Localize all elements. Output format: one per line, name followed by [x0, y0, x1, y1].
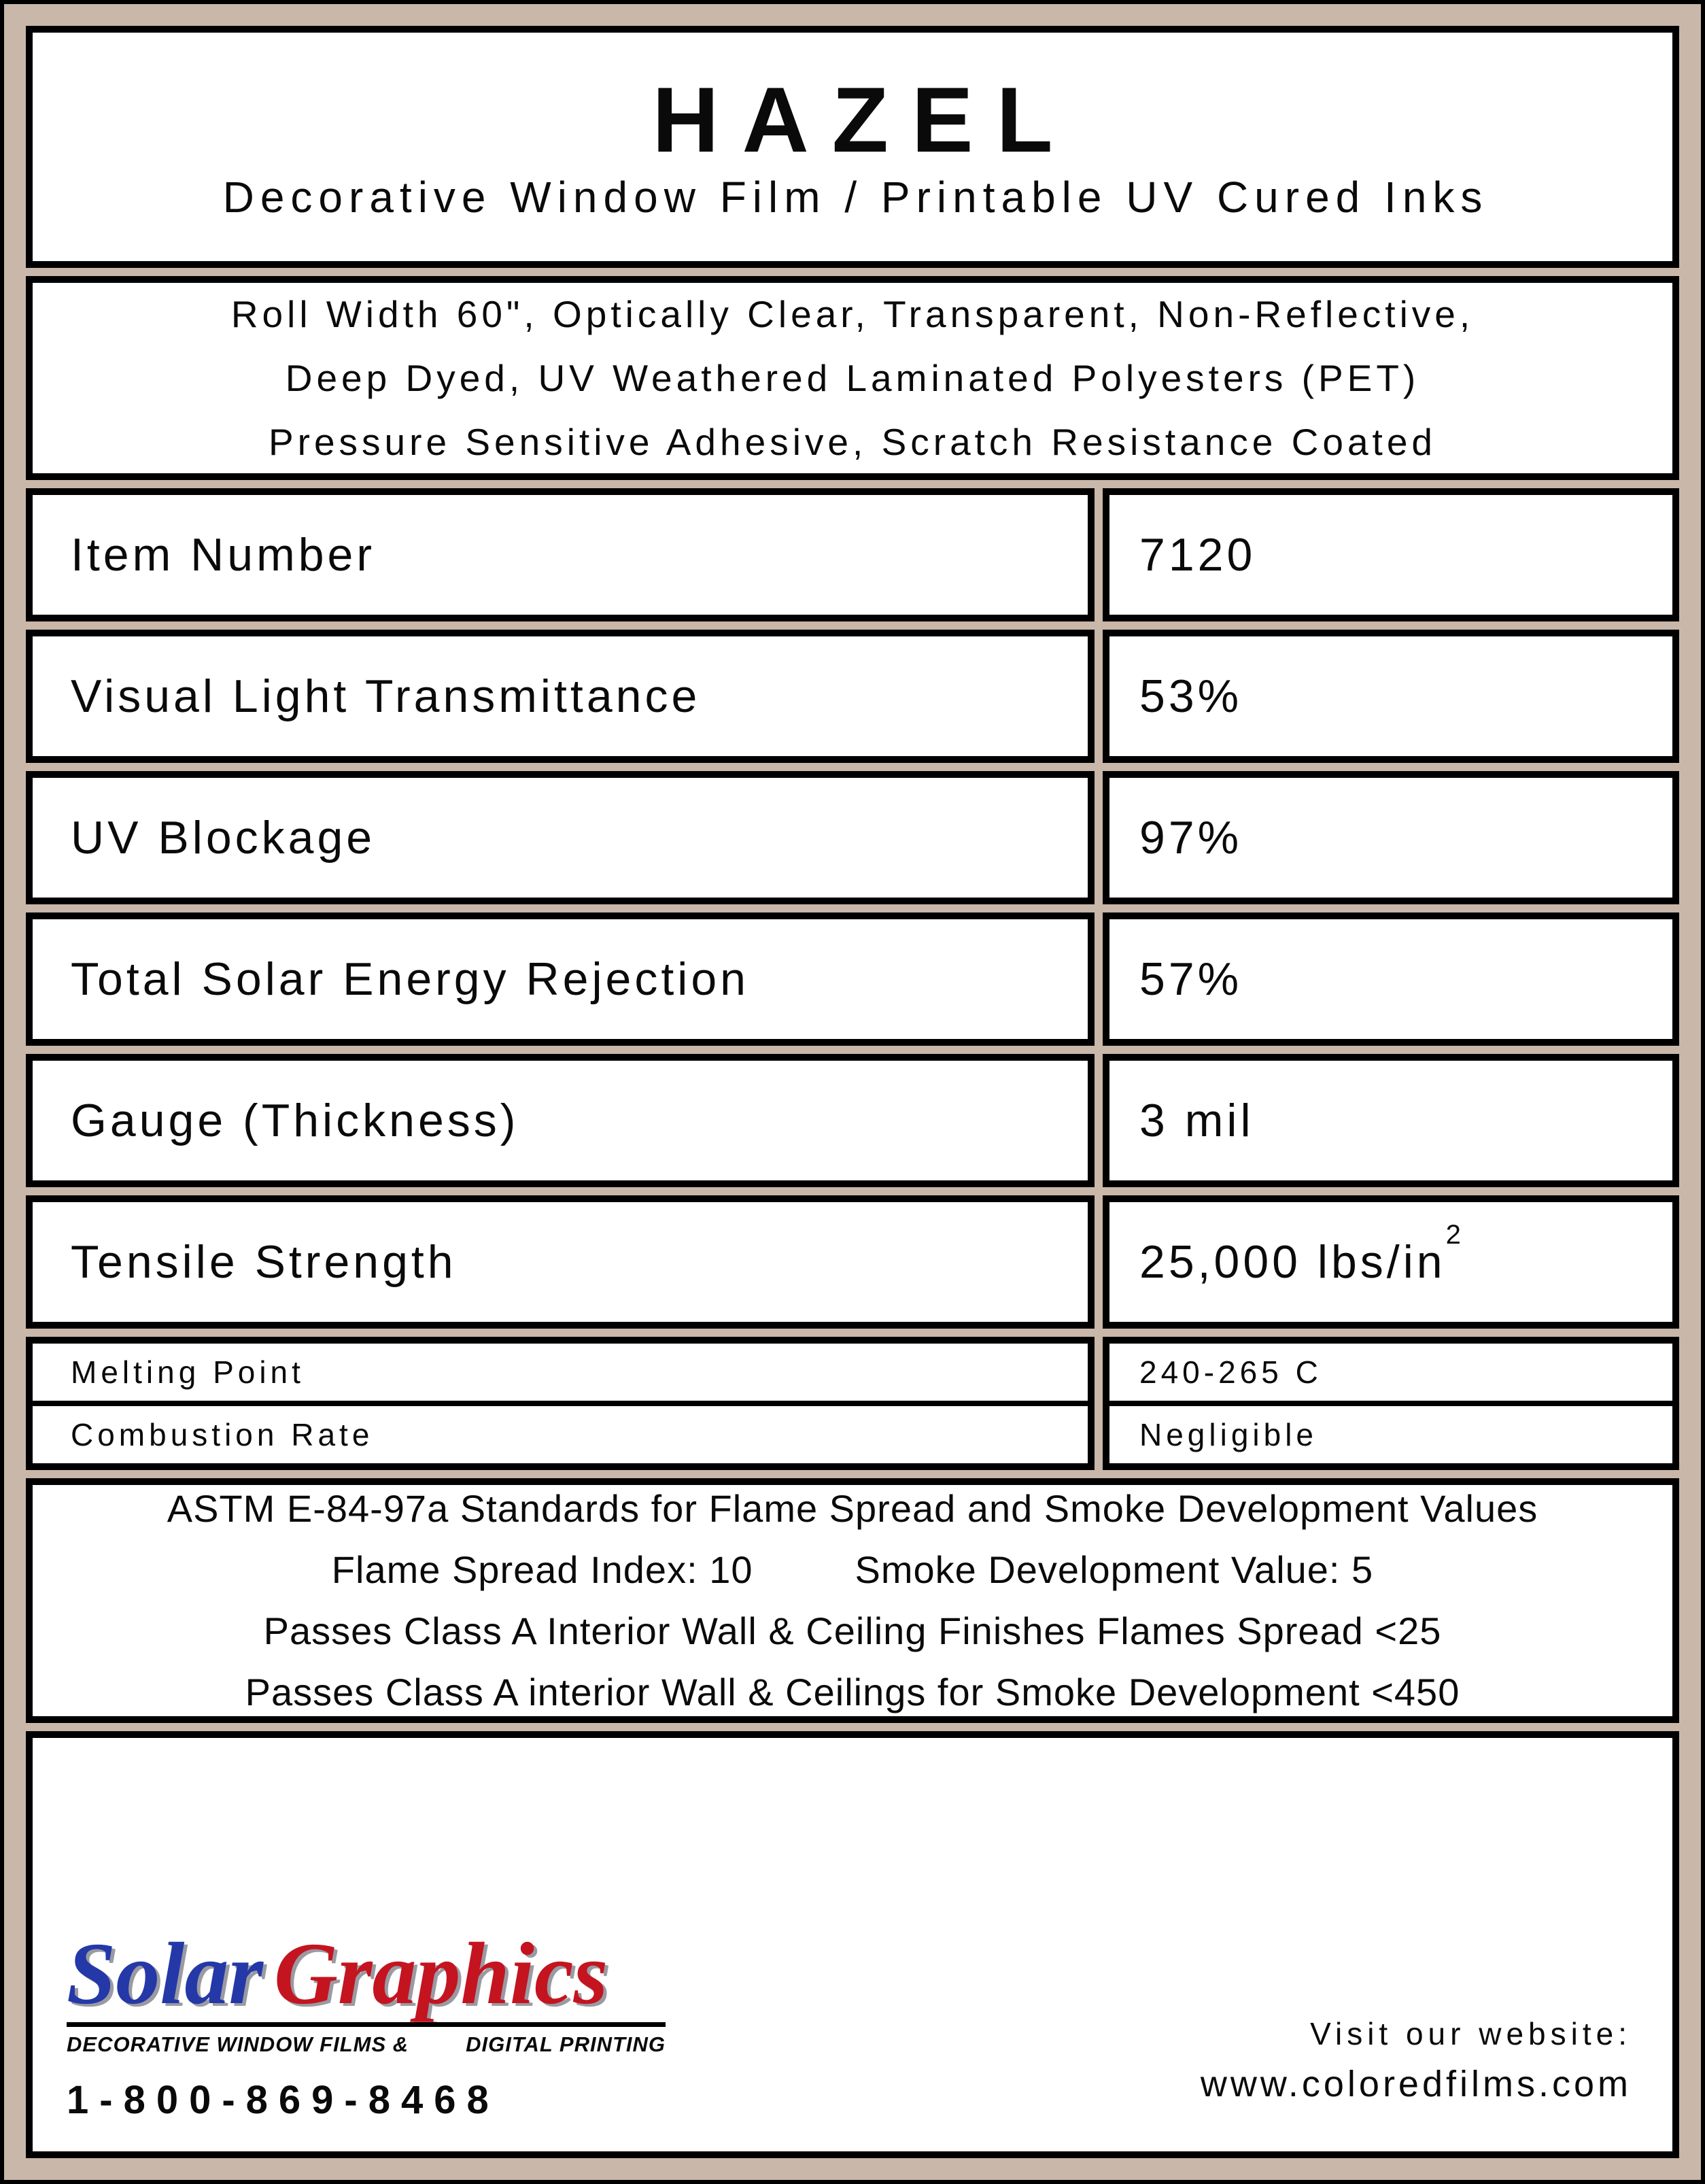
spec-label: Melting Point	[71, 1354, 305, 1390]
spec-value: 57%	[1139, 953, 1243, 1005]
spec-value: 7120	[1139, 529, 1256, 581]
content-stack	[26, 26, 1679, 2158]
spec-row-tensile-strength	[26, 1195, 1679, 1329]
astm-line-4: Passes Class A interior Wall & Ceilings for Smoke Development <450	[245, 1671, 1460, 1713]
spec-label: UV Blockage	[71, 812, 376, 864]
title-section	[26, 26, 1679, 268]
description-line: Pressure Sensitive Adhesive, Scratch Resistance Coated	[268, 421, 1437, 463]
small-labels-column	[26, 1337, 1095, 1470]
spec-value-main: 25,000 lbs/in	[1139, 1236, 1446, 1288]
spec-value: 3 mil	[1139, 1095, 1254, 1146]
logo-tagline-left: DECORATIVE WINDOW FILMS &	[67, 2032, 409, 2056]
logo-wordmark	[67, 1925, 666, 2024]
spec-value-cell	[1103, 1195, 1679, 1329]
spec-label: Tensile Strength	[71, 1236, 457, 1288]
spec-label: Total Solar Energy Rejection	[71, 953, 750, 1005]
spec-value-cell	[1103, 1054, 1679, 1187]
small-row-melting-point-value	[1109, 1344, 1672, 1401]
logo-word-solar: Solar	[67, 1925, 264, 2024]
flame-spread-index: Flame Spread Index: 10	[331, 1548, 753, 1591]
spec-row-total-solar-energy-rejection	[26, 912, 1679, 1046]
spec-value-cell	[1103, 630, 1679, 763]
spec-label-cell	[26, 488, 1095, 621]
spec-value-cell	[1103, 912, 1679, 1046]
footer-section	[26, 1731, 1679, 2158]
spec-label-cell	[26, 771, 1095, 904]
description-section	[26, 276, 1679, 480]
product-title: HAZEL	[652, 67, 1076, 171]
smoke-development-value: Smoke Development Value: 5	[855, 1548, 1374, 1591]
spec-value: Negligible	[1139, 1417, 1318, 1452]
spec-value: 240-265 C	[1139, 1354, 1322, 1390]
description-line: Roll Width 60", Optically Clear, Transparent, Non-Reflective,	[230, 293, 1475, 335]
spec-label: Item Number	[71, 529, 375, 581]
astm-line-1: ASTM E-84-97a Standards for Flame Spread and Smoke Development Values	[167, 1487, 1538, 1530]
logo-tagline	[67, 2022, 666, 2057]
spec-row-gauge-thickness	[26, 1054, 1679, 1187]
spec-value	[1139, 1220, 1461, 1289]
spec-value-superscript: 2	[1445, 1220, 1461, 1250]
phone-number: 1-800-869-8468	[67, 2078, 500, 2122]
logo-tagline-right: DIGITAL PRINTING	[466, 2032, 666, 2056]
small-row-combustion-rate-value	[1109, 1401, 1672, 1463]
website-url: www.coloredfilms.com	[1200, 2064, 1632, 2104]
spec-value: 53%	[1139, 670, 1243, 722]
spec-row-uv-blockage	[26, 771, 1679, 904]
website-label: Visit our website:	[1310, 2016, 1632, 2051]
spec-label: Visual Light Transmittance	[71, 670, 701, 722]
small-row-combustion-rate-label	[33, 1401, 1088, 1463]
spec-label: Combustion Rate	[71, 1417, 374, 1452]
spec-label-cell	[26, 1054, 1095, 1187]
small-row-melting-point-label	[33, 1344, 1088, 1401]
solar-graphics-logo	[67, 1925, 666, 2123]
spec-label-cell	[26, 1195, 1095, 1329]
spec-label-cell	[26, 912, 1095, 1046]
product-subtitle: Decorative Window Film / Printable UV Cured Inks	[222, 173, 1489, 222]
astm-standards-section	[26, 1478, 1679, 1723]
logo-word-graphics: Graphics	[274, 1925, 608, 2024]
small-values-column	[1103, 1337, 1679, 1470]
website-block	[1201, 2015, 1632, 2123]
spec-value-cell	[1103, 488, 1679, 621]
spec-small-rows-section	[26, 1337, 1679, 1470]
spec-value-cell	[1103, 771, 1679, 904]
spec-value: 97%	[1139, 812, 1243, 864]
spec-row-visual-light-transmittance	[26, 630, 1679, 763]
description-line: Deep Dyed, UV Weathered Laminated Polyesters (PET)	[285, 357, 1420, 399]
spec-row-item-number	[26, 488, 1679, 621]
astm-line-3: Passes Class A Interior Wall & Ceiling Finishes Flames Spread <25	[263, 1609, 1442, 1652]
spec-label-cell	[26, 630, 1095, 763]
astm-line-2	[332, 1539, 1373, 1601]
spec-label: Gauge (Thickness)	[71, 1095, 519, 1146]
